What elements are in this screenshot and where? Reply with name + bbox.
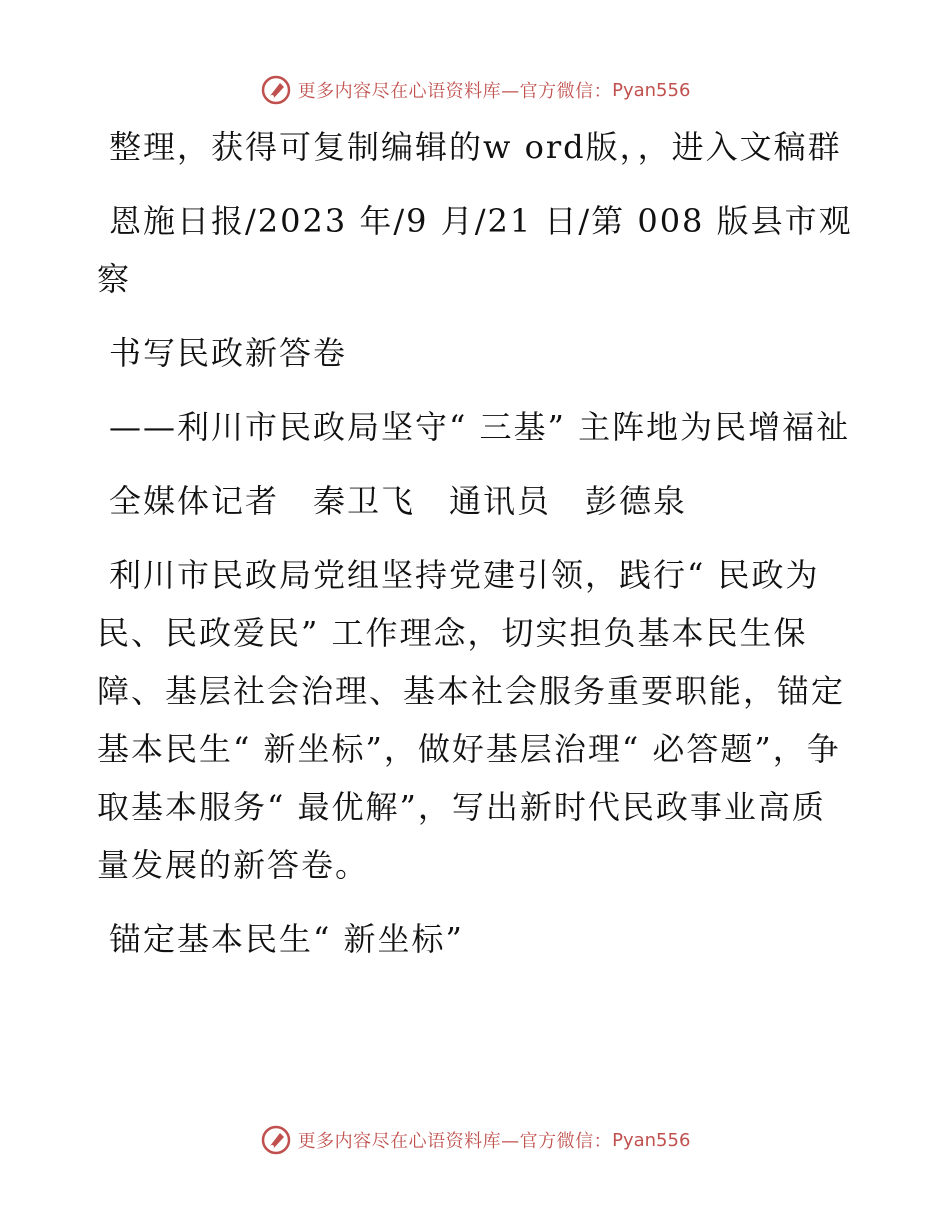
intro-line: 整理，获得可复制编辑的w ord版，，进入文稿群 <box>109 128 842 166</box>
document-body <box>97 118 857 984</box>
section-heading: 锚定基本民生“ 新坐标” <box>109 920 464 958</box>
pen-nib-logo-icon <box>260 74 292 106</box>
lead-paragraph: 利川市民政局党组坚持党建引领，践行“ 民政为民、民政爱民” 工作理念，切实担负基本民生保障、基层社会治理、基本社会服务重要职能，锚定基本民生“ 新坐标”，做好基层治理“ 必答题”，争取基本服务“ 最优解”，写出新时代民政事业高质量发展的新答卷。 <box>97 556 846 884</box>
header-watermark <box>0 70 950 110</box>
watermark-text: 更多内容尽在心语资料库—官方微信： <box>297 1131 613 1152</box>
watermark-text: 更多内容尽在心语资料库—官方微信： <box>297 81 613 102</box>
source-line: 恩施日报/2023 年/9 月/21 日/第 008 版县市观察 <box>97 202 853 298</box>
byline: 全媒体记者 秦卫飞 通讯员 彭德泉 <box>109 482 688 520</box>
article-subtitle: ——利川市民政局坚守“ 三基” 主阵地为民增福祉 <box>109 408 851 446</box>
watermark-contact: Pyan556 <box>612 1129 691 1151</box>
article-title: 书写民政新答卷 <box>109 334 348 372</box>
footer-watermark <box>0 1120 950 1160</box>
pen-nib-logo-icon <box>260 1124 292 1156</box>
watermark-contact: Pyan556 <box>612 79 691 101</box>
